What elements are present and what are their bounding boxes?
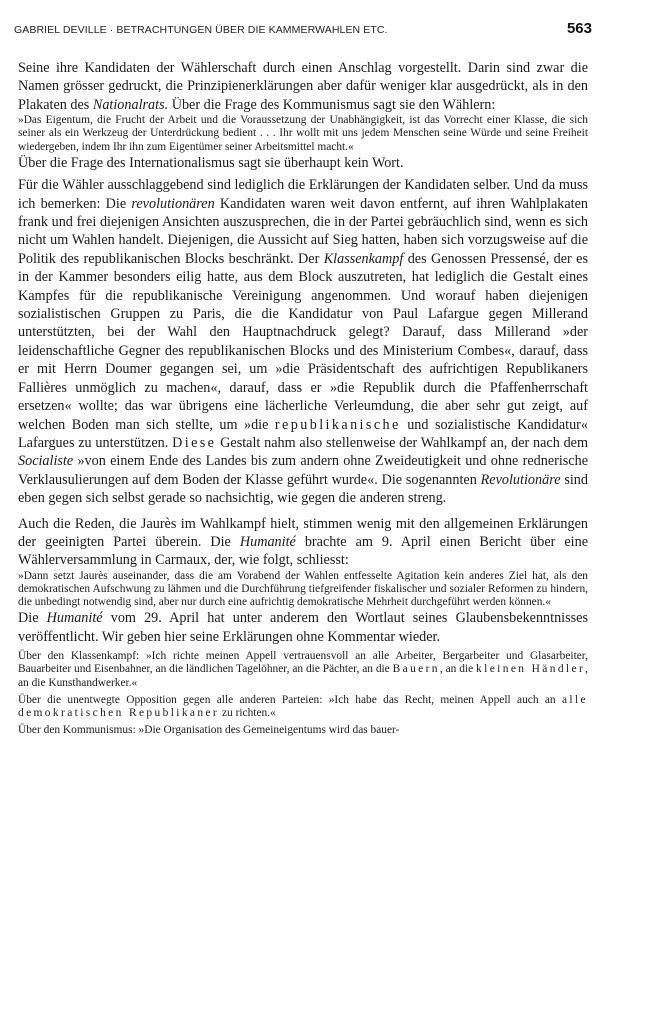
paragraph-candidates-declarations: Für die Wähler ausschlaggebend sind lediglich die Erklärungen der Kandidaten selber. Und da muss ich bemerken: Die revolutionären Kandidaten waren weit davon entfernt, auf ihren Wahlplakaten frank und frei diejenigen Ansichten auszusprechen, die in der Partei gebräuchlich sind, wenn es sich nicht um Wahlen handelt. Diejenigen, die Aussicht auf Sieg hatten, haben sich vorzugsweise auf die Politik des republikanischen Blocks beschränkt. Der Klassenkampf des Genossen Pressensé, der es in der Kammer besonders eilig hatte, aus dem Block auszutreten, hat lediglich die Gestalt eines Kampfes für die republikanische Vereinigung angenommen. Und worauf haben diejenigen sozialistischen Gruppen zu Paris, die die Kandidatur von Paul Lafargue gegen Millerand unterstützten, bei der Wahl den Hauptnachdruck gelegt? Darauf, dass Millerand »der leidenschaftliche Gegner des republikanischen Blocks und des Ministerium Combes«, darauf, dass er mit Herrn Doumer gegangen sei, um »die Präsidentschaft des aufrichtigen Republikaners Fallières unmöglich zu machen«, darauf, dass er »die Republik durch die Pfaffenherrschaft ersetzen« wollte; das war übrigens eine lächerliche Verleumdung, die aber sehr gut zeigt, auf welchen Boden man sich stellte, um »die republikanische und sozialistische Kandidatur« Lafargues zu unterstützen. Diese Gestalt nahm also stellenweise der Wahlkampf an, der nach dem Socialiste »von einem Ende des Landes bis zum andern ohne Zweideutigkeit und ohne rednerische Verklausulierungen auf dem Boden der Klasse geführt wurde«. Die sogenannten Revolutionäre sind eben gegen sich selbst gerade so nachsichtig, wie gegen die anderen streng. [18,177,589,507]
paragraph-jaures-speeches: Auch die Reden, die Jaurès im Wahlkampf hielt, stimmen wenig mit den allgemeinen Erklärungen der geeinigten Partei überein. Die Humanité brachte am 9. April einen Bericht über eine Wählerversammlung in Carmaux, der, wie folgt, schliesst: [18,515,588,569]
quote-class-struggle: Über den Klassenkampf: »Ich richte meinen Appell vertrauensvoll an alle Arbeiter, Bergarbeiter und Glasarbeiter, Bauarbeiter und Eisenbahner, an die ländlichen Tagelöhner, an die Pächter, an die Bauern, an die kleinen Händler, an die Kunsthandwerker.« [18,650,588,689]
quote-opposition: Über die unentwegte Opposition gegen alle anderen Parteien: »Ich habe das Recht, meinen Appell auch an alle demokratischen Republikaner zu richten.« [18,693,588,719]
paragraph-internationalism: Über die Frage des Internationalismus sagt sie überhaupt kein Wort. [18,154,404,171]
paragraph-profession-of-faith: Die Humanité vom 29. April hat unter anderem den Wortlaut seines Glaubensbekenntnisses veröffentlicht. Wir geben hier seine Erklärungen ohne Kommentar wieder. [18,610,588,645]
running-head: GABRIEL DEVILLE · BETRACHTUNGEN ÜBER DIE KAMMERWAHLEN ETC. [14,24,388,36]
quote-carmaux-report: »Dann setzt Jaurès auseinander, dass die am Vorabend der Wahlen entfesselte Agitation kein anderes Ziel hat, als den demokratischen Aufschwung zu lähmen und die Durchführung tiefgreifender fiskalischer und sozialer Reformen zu hindern, die unbedingt notwendig sind, aber nur durch eine aufrichtig demokratische Mehrheit durchgeführt werden können.« [18,569,588,609]
quote-property: »Das Eigentum, die Frucht der Arbeit und die Voraussetzung der Unabhängigkeit, ist das Vorrecht einer Klasse, die sich seiner als ein Werkzeug der Unterdrückung bedient . . . Ihr wollt mit uns jedem Menschen seine Würde und seine Freiheit wiedergeben, indem Ihr ihn zum Eigentümer seiner Arbeitsmittel macht.« [18,114,588,153]
paragraph-nationalrat-poster: Seine ihre Kandidaten der Wählerschaft durch einen Anschlag vorgestellt. Darin sind zwar die Namen grösser gedruckt, die Prinzipienerklärungen aber dafür weniger klar ausgedrückt, als in den Plakaten des Nationalrats. Über die Frage des Kommunismus sagt sie den Wählern: [18,60,588,113]
page-header [14,20,592,46]
page-number: 563 [566,20,592,37]
page-body [18,59,588,737]
quote-communism: Über den Kommunismus: »Die Organisation des Gemeineigentums wird das bauer- [18,724,400,737]
